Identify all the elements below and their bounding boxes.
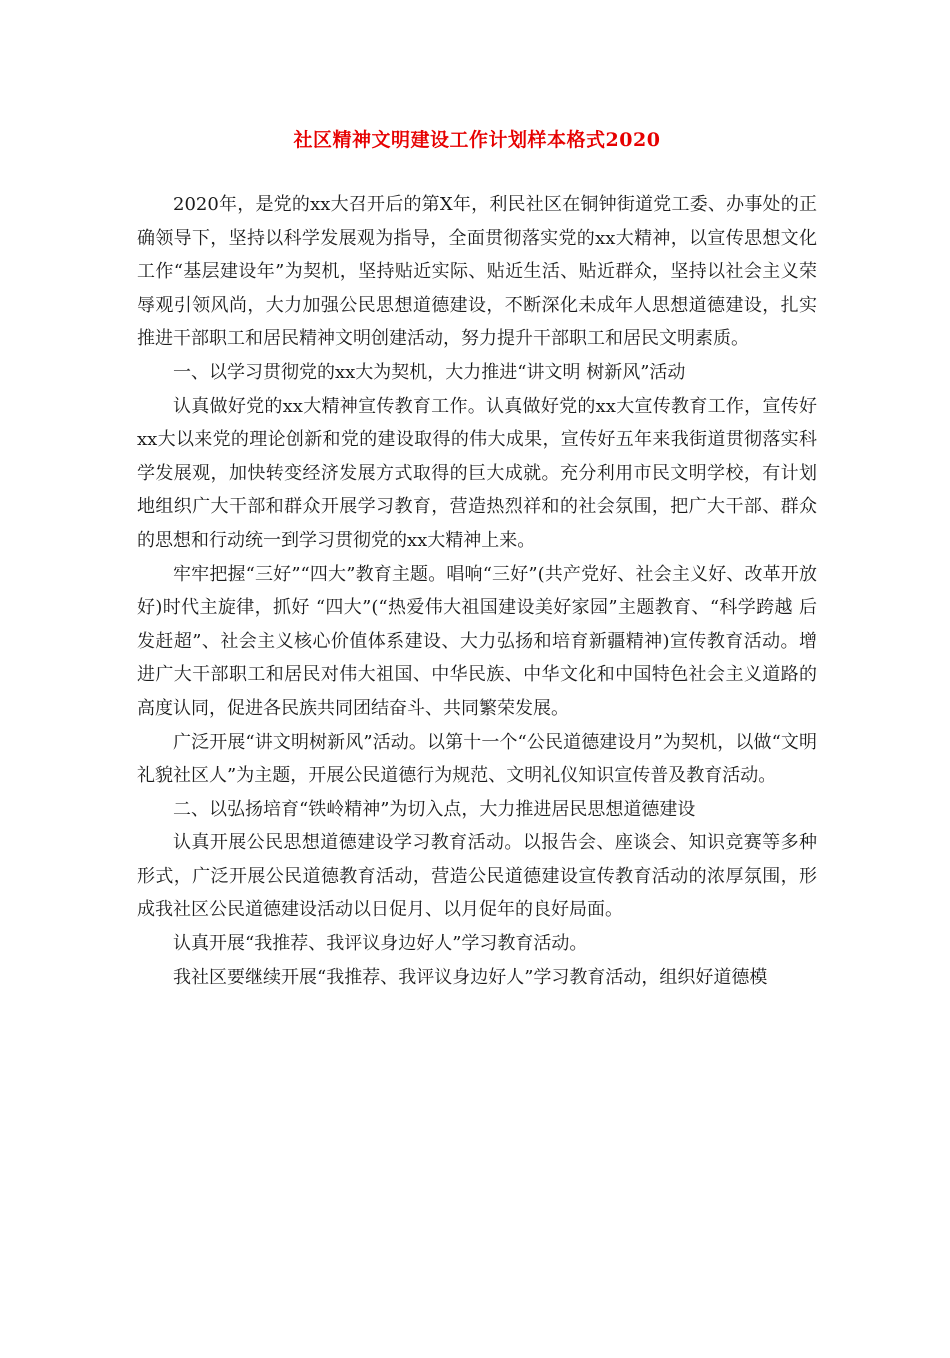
- paragraph: 我社区要继续开展“我推荐、我评议身边好人”学习教育活动，组织好道德模: [173, 966, 768, 988]
- document-body: [137, 188, 817, 994]
- section-heading-1: 一、以学习贯彻党的xx大为契机，大力推进“讲文明 树新风”活动: [173, 361, 686, 383]
- paragraph-intro: 2020年，是党的xx大召开后的第X年，利民社区在铜钟街道党工委、办事处的正确领导下，坚持以科学发展观为指导，全面贯彻落实党的xx大精神，以宣传思想文化工作“基层建设年”为契机，坚持贴近实际、贴近生活、贴近群众，坚持以社会主义荣辱观引领风尚，大力加强公民思想道德建设，不断深化未成年人思想道德建设，扎实推进干部职工和居民精神文明创建活动，努力提升干部职工和居民文明素质。: [137, 194, 817, 350]
- paragraph: 认真做好党的xx大精神宣传教育工作。认真做好党的xx大宣传教育工作，宣传好xx大以来党的理论创新和党的建设取得的伟大成果，宣传好五年来我街道贯彻落实科学发展观，加快转变经济发展方式取得的巨大成就。充分利用市民文明学校，有计划地组织广大干部和群众开展学习教育，营造热烈祥和的社会氛围，把广大干部、群众的思想和行动统一到学习贯彻党的xx大精神上来。: [137, 395, 817, 551]
- paragraph: 牢牢把握“三好”“四大”教育主题。唱响“三好”(共产党好、社会主义好、改革开放好)时代主旋律，抓好 “四大”(“热爱伟大祖国建设美好家园”主题教育、“科学跨越 后发赶超”、社会主义核心价值体系建设、大力弘扬和培育新疆精神)宣传教育活动。增进广大干部职工和居民对伟大祖国、中华民族、中华文化和中国特色社会主义道路的高度认同，促进各民族共同团结奋斗、共同繁荣发展。: [137, 563, 817, 719]
- document-title: 社区精神文明建设工作计划样本格式2020: [293, 129, 661, 151]
- paragraph: 广泛开展“讲文明树新风”活动。以第十一个“公民道德建设月”为契机，以做“文明礼貌社区人”为主题，开展公民道德行为规范、文明礼仪知识宣传普及教育活动。: [137, 731, 817, 787]
- section-heading-2: 二、以弘扬培育“铁岭精神”为切入点，大力推进居民思想道德建设: [173, 798, 696, 820]
- paragraph: 认真开展“我推荐、我评议身边好人”学习教育活动。: [173, 933, 588, 955]
- paragraph: 认真开展公民思想道德建设学习教育活动。以报告会、座谈会、知识竞赛等多种形式，广泛开展公民道德教育活动，营造公民道德建设宣传教育活动的浓厚氛围，形成我社区公民道德建设活动以日促月、以月促年的良好局面。: [137, 832, 817, 921]
- document-page: [0, 128, 950, 1358]
